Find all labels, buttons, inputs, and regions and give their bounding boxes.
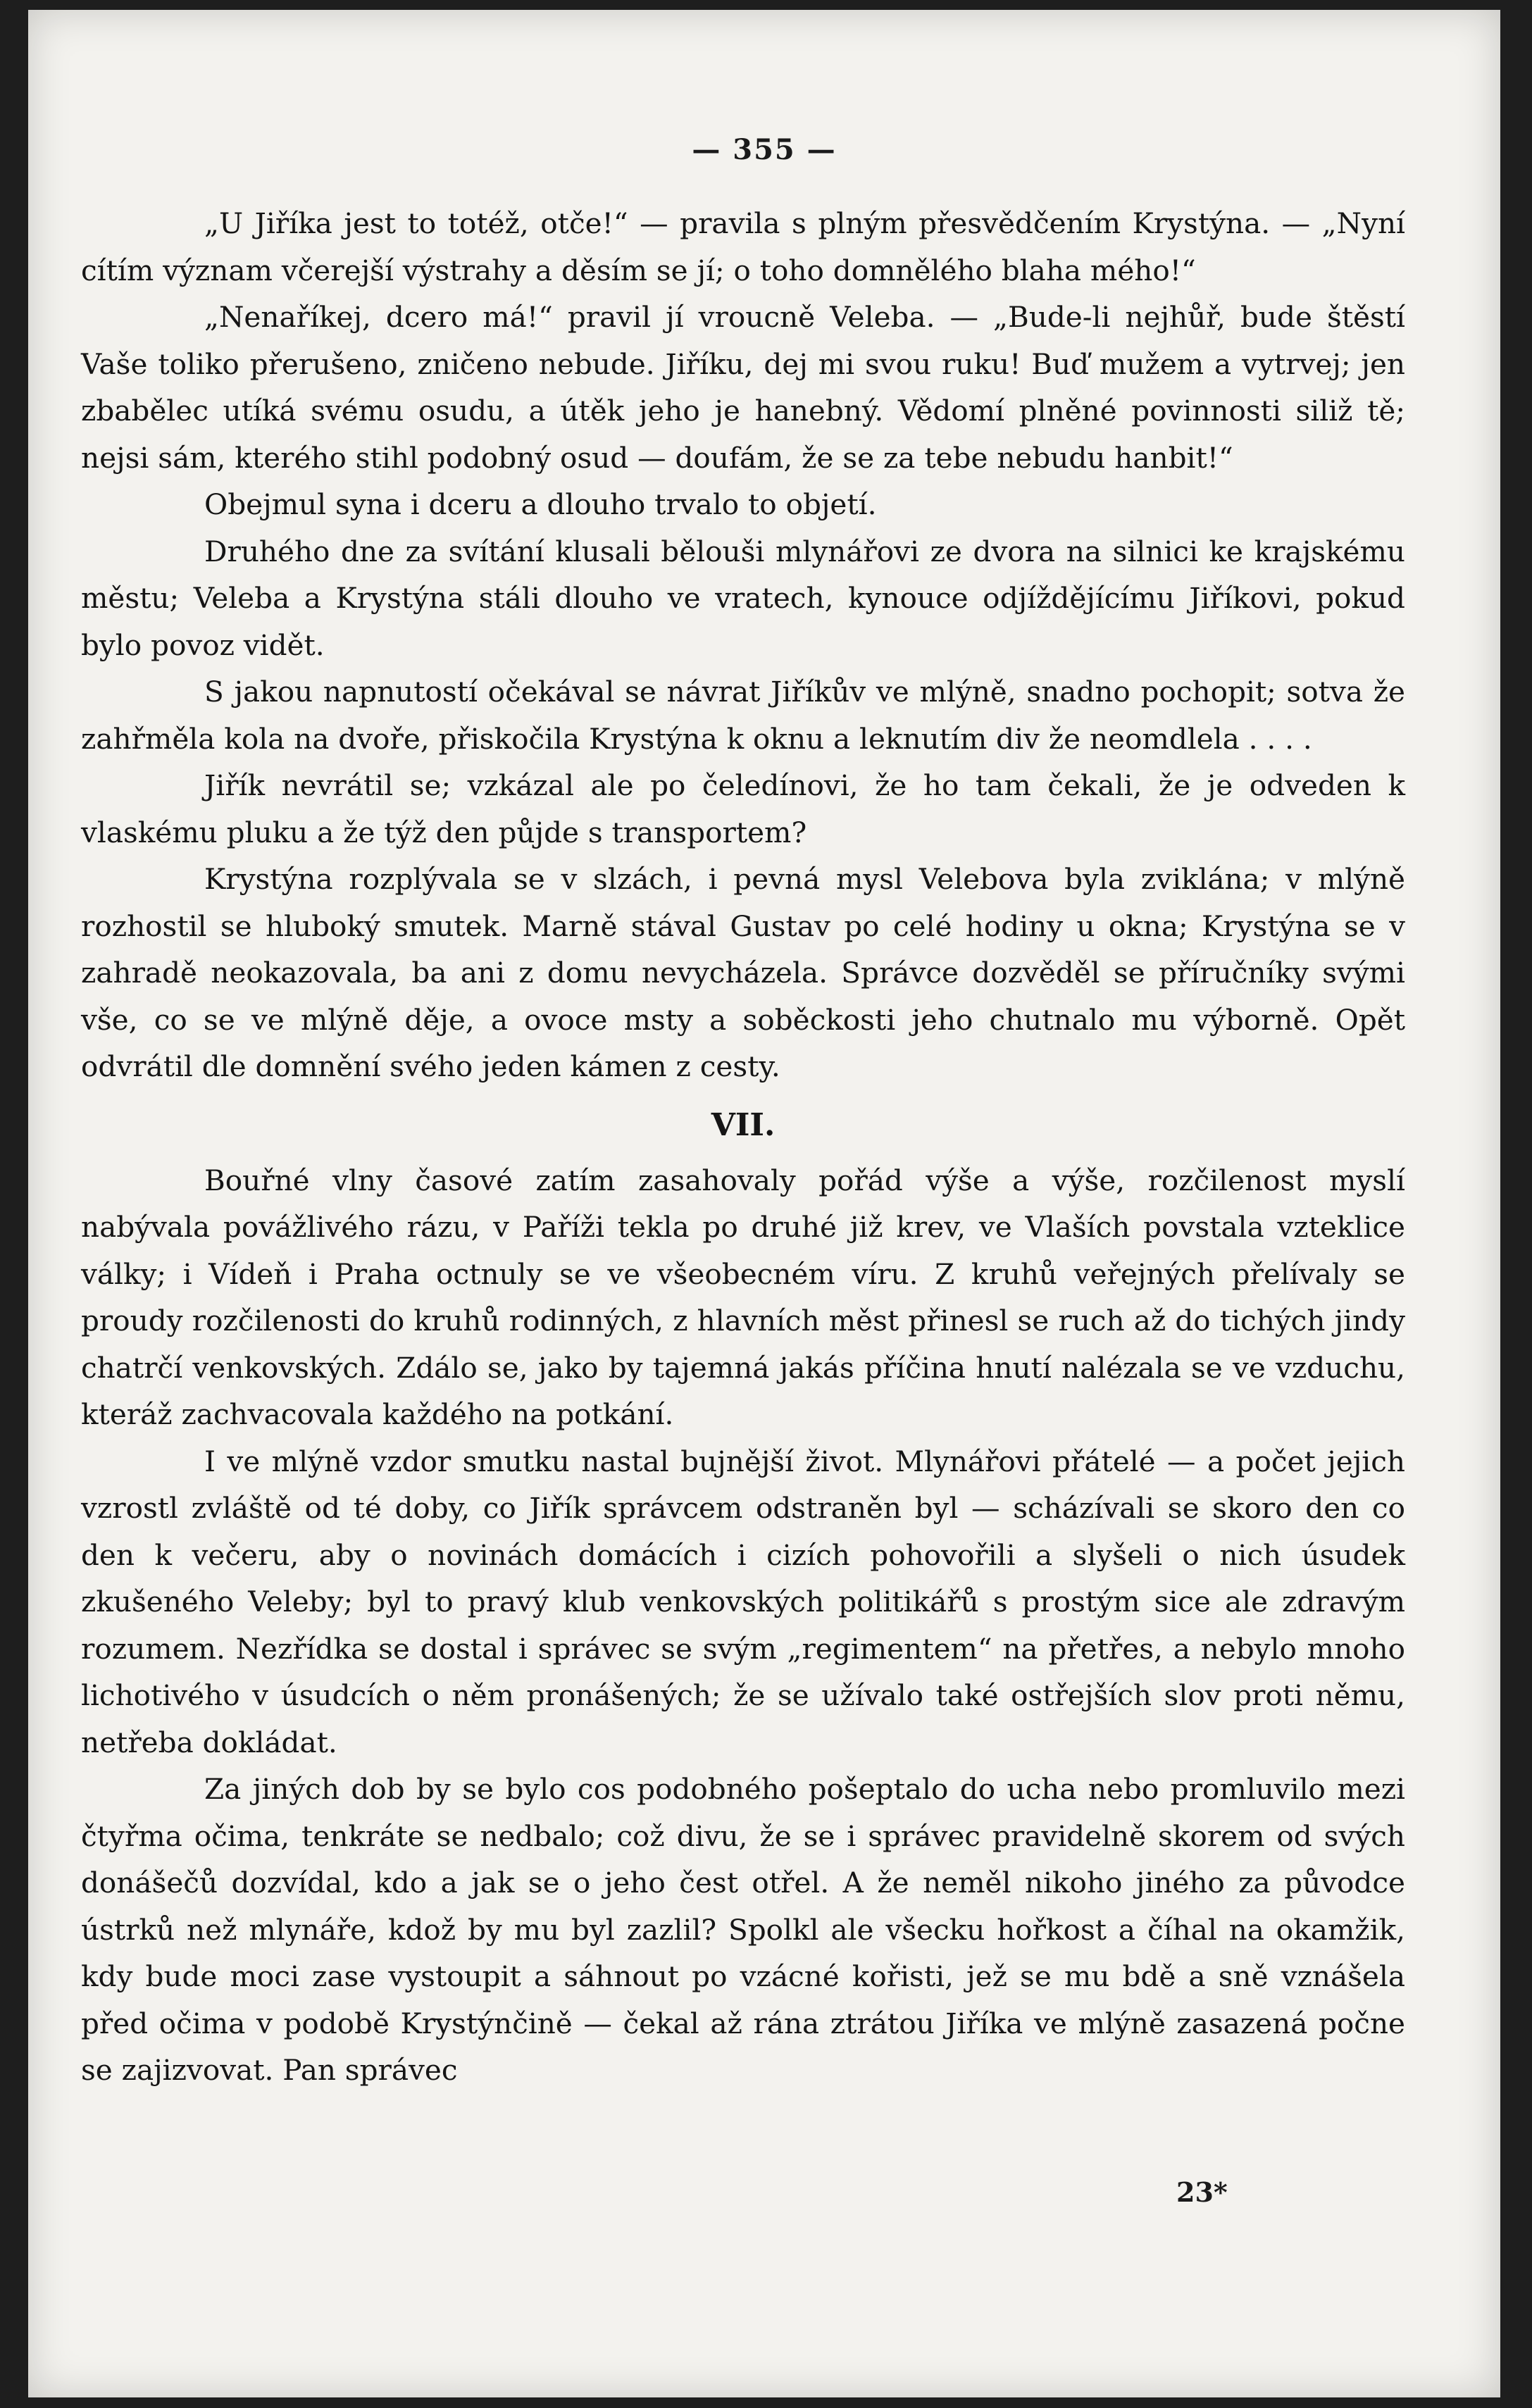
book-page — [28, 10, 1500, 2397]
paragraph: „Nenaříkej, dcero má!“ pravil jí vroucně Veleba. — „Bude-li nejhůř, bude štěstí Vaše toliko přerušeno, zničeno nebude. Jiříku, dej mi svou ruku! Buď mužem a vytrvej; jen zbabělec utíká svému osudu, a útěk jeho je hanebný. Vědomí plněné povinnosti siliž tě; nejsi sám, kterého stihl podobný osud — doufám, že se za tebe nebudu hanbit!“ — [81, 300, 1405, 475]
page-number: — 355 — — [692, 133, 837, 166]
paragraph: Jiřík nevrátil se; vzkázal ale po čeledínovi, že ho tam čekali, že je odveden k vlaskému pluku a že týž den půjde s transportem? — [81, 768, 1405, 849]
paragraph: Krystýna rozplývala se v slzách, i pevná mysl Velebova byla zviklána; v mlýně rozhostil se hluboký smutek. Marně stával Gustav po celé hodiny u okna; Krystýna se v zahradě neokazovala, ba ani z domu nevycházela. Správce dozvěděl se příručníky svými vše, co se ve mlýně děje, a ovoce msty a soběckosti jeho chutnalo mu výborně. Opět odvrátil dle domnění svého jeden kámen z cesty. — [81, 862, 1405, 1083]
paragraph: „U Jiříka jest to totéž, otče!“ — pravila s plným přesvědčením Krystýna. — „Nyní cítím význam včerejší výstrahy a děsím se jí; o toho domnělého blaha mého!“ — [81, 206, 1405, 287]
paragraph: Obejmul syna i dceru a dlouho trvalo to objetí. — [204, 487, 877, 521]
paragraph: S jakou napnutostí očekával se návrat Jiříkův ve mlýně, snadno pochopit; sotva že zahřměla kola na dvoře, přiskočila Krystýna k oknu a leknutím div že neomdlela . . . . — [81, 675, 1405, 756]
paragraph: Za jiných dob by se bylo cos podobného pošeptalo do ucha nebo promluvilo mezi čtyřma očima, tenkráte se nedbalo; což divu, že se i správec pravidelně skorem od svých donášečů dozvídal, kdo a jak se o jeho čest otřel. A že neměl nikoho jiného za původce ústrků než mlynáře, kdož by mu byl zazlil? Spolkl ale všecku hořkost a číhal na okamžik, kdy bude moci zase vystoupit a sáhnout po vzácné kořisti, jež se mu bdě a sně vznášela před očima v podobě Krystýnčině — čekal až rána ztrátou Jiříka ve mlýně zasazená počne se zajizvovat. Pan správec — [81, 1772, 1405, 2087]
paragraph: I ve mlýně vzdor smutku nastal bujnější život. Mlynářovi přátelé — a počet jejich vzrostl zvláště od té doby, co Jiřík správcem odstraněn byl — scházívali se skoro den co den k večeru, aby o novinách domácích i cizích pohovořili a slyšeli o nich úsudek zkušeného Veleby; byl to pravý klub venkovských politikářů s prostým sice ale zdravým rozumem. Nezřídka se dostal i správec se svým „regimentem“ na přetřes, a nebylo mnoho lichotivého v úsudcích o něm pronášených; že se užívalo také ostřejších slov proti němu, netřeba dokládat. — [81, 1444, 1405, 1759]
chapter-heading: VII. — [711, 1106, 776, 1143]
paragraph: Bouřné vlny časové zatím zasahovaly pořád výše a výše, rozčilenost myslí nabývala povážlivého rázu, v Paříži tekla po druhé již krev, ve Vlaších povstala vzteklice války; i Vídeň i Praha octnuly se ve všeobecném víru. Z kruhů veřejných přelívaly se proudy rozčilenosti do kruhů rodinných, z hlavních měst přinesl se ruch až do tichých jindy chatrčí venkovských. Zdálo se, jako by tajemná jakás příčina hnutí nalézala se ve vzduchu, kteráž zachvacovala každého na potkání. — [81, 1163, 1405, 1431]
paragraph: Druhého dne za svítání klusali bělouši mlynářovi ze dvora na silnici ke krajskému městu; Veleba a Krystýna stáli dlouho ve vratech, kynouce odjíždějícímu Jiříkovi, pokud bylo povoz vidět. — [81, 534, 1405, 662]
body-text — [81, 200, 1405, 2094]
signature-mark: 23* — [1176, 2176, 1228, 2208]
